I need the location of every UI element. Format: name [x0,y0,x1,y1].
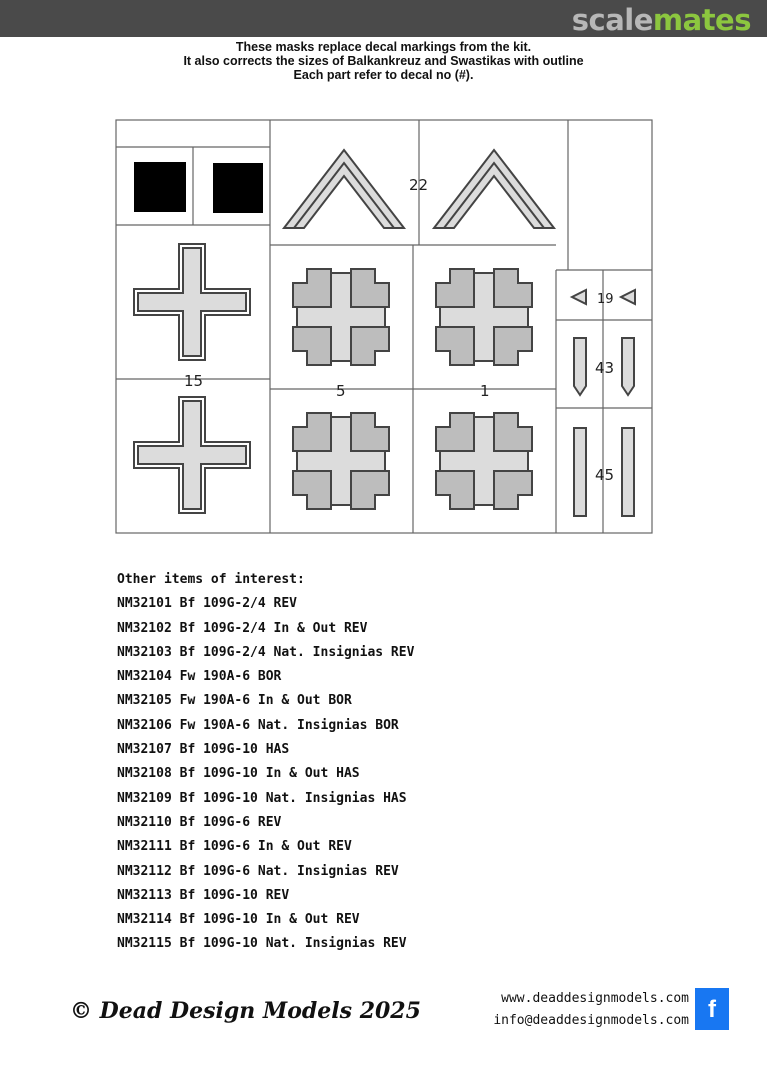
balkenkreuz-mask-right-1 [436,269,532,365]
decal-number-5: 5 [336,382,346,400]
list-item: NM32106 Fw 190A-6 Nat. Insignias BOR [117,717,399,733]
list-item: NM32101 Bf 109G-2/4 REV [117,596,298,612]
email-link[interactable]: info@deaddesignmodels.com [493,1013,689,1028]
balkenkreuz-mask-mid-1 [293,269,389,365]
list-item: NM32111 Bf 109G-6 In & Out REV [117,839,352,855]
facebook-icon[interactable]: f [695,988,729,1030]
list-item: NM32108 Bf 109G-10 In & Out HAS [117,766,360,782]
decal-number-22: 22 [409,176,429,194]
contact-info [437,988,689,1032]
list-item: NM32103 Bf 109G-2/4 Nat. Insignias REV [117,644,415,660]
intro-text [0,40,767,82]
intro-line-2: It also corrects the sizes of Balkankreuz and Swastikas with outline [183,54,584,68]
items-heading: Other items of interest: [117,572,305,587]
website-link[interactable]: www.deaddesignmodels.com [501,991,689,1006]
list-item: NM32104 Fw 190A-6 BOR [117,669,282,685]
intro-line-1: These masks replace decal markings from the kit. [235,40,532,54]
balkenkreuz-mask-right-2 [436,413,532,509]
long-strip-masks [574,428,634,516]
list-item: NM32102 Bf 109G-2/4 In & Out REV [117,620,368,636]
balkenkreuz-mask-mid-2 [293,413,389,509]
intro-line-3: Each part refer to decal no (#). [293,68,474,82]
triangle-masks [572,290,635,304]
decal-number-15: 15 [184,372,204,390]
list-item: NM32112 Bf 109G-6 Nat. Insignias REV [117,863,399,879]
list-item: NM32115 Bf 109G-10 Nat. Insignias REV [117,936,407,952]
list-item: NM32107 Bf 109G-10 HAS [117,742,290,758]
decal-number-19: 19 [597,292,614,307]
decal-number-43: 43 [595,359,615,377]
copyright-text: © Dead Design Models 2025 [70,998,421,1024]
list-item: NM32114 Bf 109G-10 In & Out REV [117,912,360,928]
list-item: NM32110 Bf 109G-6 REV [117,814,282,830]
chevron-mask-1 [284,150,404,228]
black-square-mask-2 [213,163,263,213]
list-item: NM32109 Bf 109G-10 Nat. Insignias HAS [117,790,407,806]
balkenkreuz-mask-large-2 [134,397,250,513]
list-item: NM32113 Bf 109G-10 REV [117,887,290,903]
list-item: NM32105 Fw 190A-6 In & Out BOR [117,693,352,709]
decal-number-45: 45 [595,466,615,484]
sheet-grid [116,120,652,533]
balkenkreuz-mask-large-1 [134,244,250,360]
decal-number-1: 1 [480,382,490,400]
other-items-list [117,568,414,957]
scalemates-logo[interactable]: scalemates [571,3,751,37]
top-bar [0,0,767,37]
chevron-mask-2 [434,150,554,228]
black-square-mask-1 [134,162,186,212]
short-strip-masks [574,338,634,395]
